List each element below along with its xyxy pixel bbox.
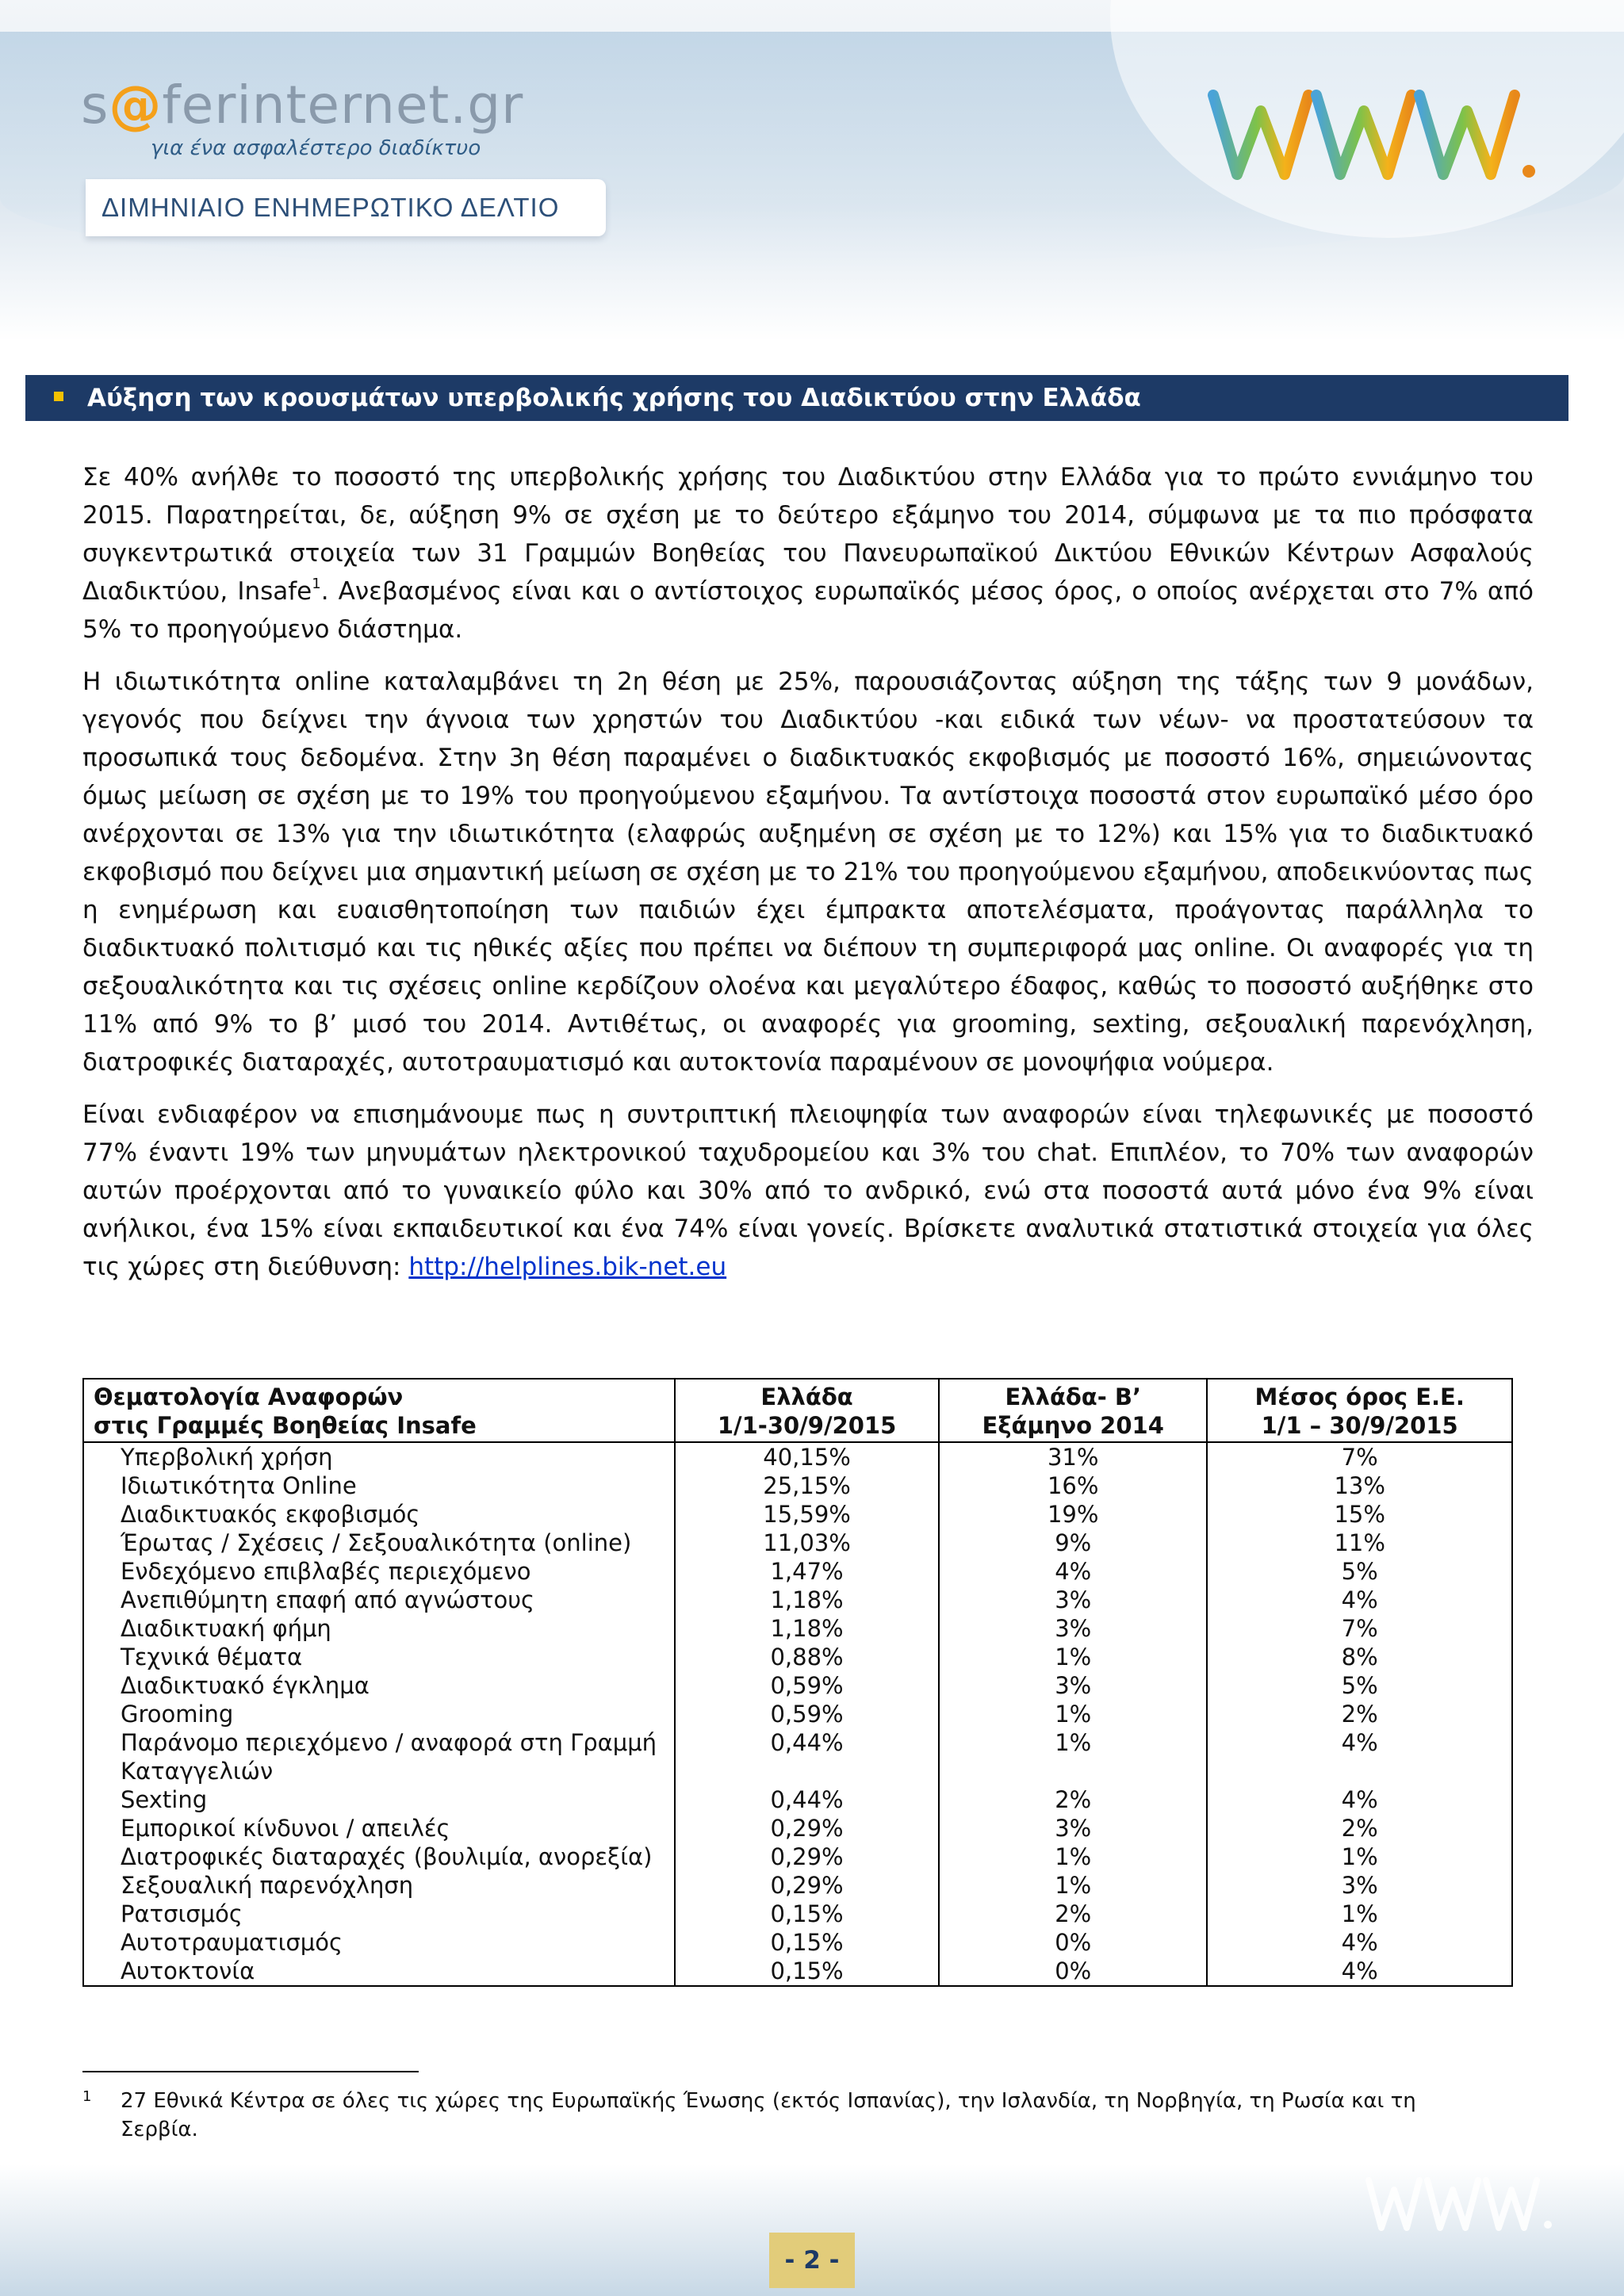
- header-topic: [83, 1379, 675, 1442]
- row-eu-average: 1%: [1207, 1900, 1512, 1928]
- row-greece-2014b: 3%: [939, 1671, 1207, 1700]
- row-eu-average: 5%: [1207, 1557, 1512, 1586]
- row-greece-2014b: 16%: [939, 1471, 1207, 1500]
- row-greece-2015: 0,44%: [675, 1728, 939, 1785]
- paragraph-3-text: Είναι ενδιαφέρον να επισημάνουμε πως η συντριπτική πλειοψηφία των αναφορών είναι τηλεφωνικές με ποσοστό 77% έναντι 19% των μηνυμάτων ηλεκτρονικού ταχυδρομείου και 3% του chat. Επιπλέον, το 70% των αναφορών αυτών προέρχονται από το γυναικείο φύλο και 30% από το ανδρικό, ενώ στα ποσοστά αυτά μόνο ένα 9% είναι ανήλικοι, ένα 15% είναι εκπαιδευτικοί και ένα 74% είναι γονείς. Βρίσκετε αναλυτικά στατιστικά στοιχεία για όλες τις χώρες στη διεύθυνση:: [82, 1100, 1534, 1281]
- row-greece-2014b: 1%: [939, 1643, 1207, 1671]
- page-number: - 2 -: [769, 2233, 855, 2288]
- footnote-text: 27 Εθνικά Κέντρα σε όλες τις χώρες της Ευρωπαϊκής Ένωσης (εκτός Ισπανίας), την Ισλανδία, τη Νορβηγία, τη Ρωσία και τη Σερβία.: [121, 2089, 1416, 2141]
- row-greece-2014b: 3%: [939, 1614, 1207, 1643]
- bulletin-title: ΔΙΜΗΝΙΑΙΟ ΕΝΗΜΕΡΩΤΙΚΟ ΔΕΛΤΙΟ: [86, 179, 606, 236]
- paragraph-3: [82, 1096, 1534, 1286]
- helplines-link[interactable]: http://helplines.bik-net.eu: [408, 1253, 727, 1281]
- table-row: [83, 1500, 1512, 1529]
- row-eu-average: 2%: [1207, 1700, 1512, 1728]
- row-greece-2015: 0,15%: [675, 1957, 939, 1986]
- row-eu-average: 11%: [1207, 1529, 1512, 1557]
- row-topic: Παράνομο περιεχόμενο / αναφορά στη Γραμμή Καταγγελιών: [83, 1728, 675, 1785]
- row-greece-2014b: 0%: [939, 1957, 1207, 1986]
- row-greece-2015: 0,88%: [675, 1643, 939, 1671]
- header-topic-line2: στις Γραμμές Βοηθείας Insafe: [94, 1412, 477, 1439]
- table-row: [83, 1614, 1512, 1643]
- row-greece-2014b: 2%: [939, 1900, 1207, 1928]
- row-greece-2014b: 9%: [939, 1529, 1207, 1557]
- row-greece-2015: 25,15%: [675, 1471, 939, 1500]
- row-greece-2014b: 1%: [939, 1728, 1207, 1785]
- row-topic: Εμπορικοί κίνδυνοι / απειλές: [83, 1814, 675, 1843]
- table-row: [83, 1700, 1512, 1728]
- row-topic: Τεχνικά θέματα: [83, 1643, 675, 1671]
- row-greece-2014b: 3%: [939, 1814, 1207, 1843]
- table-row: [83, 1442, 1512, 1471]
- row-greece-2014b: 1%: [939, 1843, 1207, 1871]
- row-eu-average: 8%: [1207, 1643, 1512, 1671]
- table-row: [83, 1843, 1512, 1871]
- paragraph-1-text-a: Σε 40% ανήλθε το ποσοστό της υπερβολικής χρήσης του Διαδικτύου στην Ελλάδα για το πρώτο εννιάμηνο του 2015. Παρατηρείται, δε, αύξηση 9% σε σχέση με το δεύτερο εξάμηνο του 2014, σύμφωνα με τα πιο πρόσφατα συγκεντρωτικά στοιχεία των 31 Γραμμών Βοηθείας του Πανευρωπαϊκού Δικτύου Εθνικών Κέντρων Ασφαλούς Διαδικτύου, Insafe: [82, 463, 1534, 606]
- paragraph-1: [82, 458, 1534, 649]
- footer-www-icon: [1364, 2172, 1554, 2236]
- paragraph-1-text-b: . Ανεβασμένος είναι και ο αντίστοιχος ευρωπαϊκός μέσος όρος, ο οποίος ανέρχεται στο 7% από 5% το προηγούμενο διάστημα.: [82, 577, 1534, 644]
- row-eu-average: 4%: [1207, 1785, 1512, 1814]
- table-row: [83, 1529, 1512, 1557]
- section-title: Αύξηση των κρουσμάτων υπερβολικής χρήσης του Διαδικτύου στην Ελλάδα: [87, 384, 1141, 412]
- row-topic: Ανεπιθύμητη επαφή από αγνώστους: [83, 1586, 675, 1614]
- footnote-divider: [82, 2071, 419, 2072]
- row-eu-average: 1%: [1207, 1843, 1512, 1871]
- section-title-bar: [25, 375, 1568, 421]
- paragraph-2: Η ιδιωτικότητα online καταλαμβάνει τη 2η θέση με 25%, παρουσιάζοντας αύξηση της τάξης των 9 μονάδων, γεγονός που δείχνει την άγνοια των χρηστών του Διαδικτύου -και ειδικά των νέων- να προστατεύσουν τα προσωπικά τους δεδομένα. Στην 3η θέση παραμένει ο διαδικτυακός εκφοβισμός με ποσοστό 16%, σημειώνοντας όμως μείωση σε σχέση με το 19% του προηγούμενου εξαμήνου. Τα αντίστοιχα ποσοστά στον ευρωπαϊκό μέσο όρο ανέρχονται σε 13% για την ιδιωτικότητα (ελαφρώς αυξημένη σε σχέση με το 12%) και 15% για το διαδικτυακό εκφοβισμό που δείχνει μια σημαντική μείωση σε σχέση με το 21% του προηγούμενου εξαμήνου, αποδεικνύοντας πως η ενημέρωση και ευαισθητοποίηση των παιδιών έχει έμπρακτα αποτελέσματα, προάγοντας παράλληλα το διαδικτυακό πολιτισμό και τις ηθικές αξίες που πρέπει να διέπουν τη συμπεριφορά μας online. Οι αναφορές για τη σεξουαλικότητα και τις σχέσεις online κερδίζουν ολοένα και μεγαλύτερο έδαφος, καθώς το ποσοστό αυξήθηκε στο 11% από 9% το β’ μισό του 2014. Αντιθέτως, οι αναφορές για grooming, sexting, σεξουαλική παρενόχληση, διατροφικές διαταραχές, αυτοτραυματισμό και αυτοκτονία παραμένουν σε μονοψήφια νούμερα.: [82, 668, 1534, 1077]
- header-greece-2014b-line2: Εξάμηνο 2014: [982, 1412, 1164, 1439]
- logo-at-sign: @: [109, 75, 163, 136]
- table-row: [83, 1957, 1512, 1986]
- header-topic-line1: Θεματολογία Αναφορών: [94, 1383, 404, 1410]
- row-greece-2015: 0,29%: [675, 1814, 939, 1843]
- row-greece-2014b: 3%: [939, 1586, 1207, 1614]
- row-eu-average: 2%: [1207, 1814, 1512, 1843]
- row-greece-2014b: 2%: [939, 1785, 1207, 1814]
- footnote-ref[interactable]: 1: [312, 576, 321, 592]
- header-eu-average-line2: 1/1 – 30/9/2015: [1261, 1412, 1458, 1439]
- row-eu-average: 15%: [1207, 1500, 1512, 1529]
- row-eu-average: 4%: [1207, 1928, 1512, 1957]
- row-eu-average: 4%: [1207, 1586, 1512, 1614]
- row-eu-average: 5%: [1207, 1671, 1512, 1700]
- row-greece-2015: 0,44%: [675, 1785, 939, 1814]
- table-row: [83, 1785, 1512, 1814]
- row-topic: Διαδικτυακό έγκλημα: [83, 1671, 675, 1700]
- row-greece-2015: 0,15%: [675, 1900, 939, 1928]
- row-greece-2015: 1,47%: [675, 1557, 939, 1586]
- logo-text-post: ferinternet.gr: [162, 75, 524, 136]
- row-greece-2014b: 1%: [939, 1871, 1207, 1900]
- header-greece-2015: [675, 1379, 939, 1442]
- row-greece-2015: 0,15%: [675, 1928, 939, 1957]
- row-greece-2014b: 1%: [939, 1700, 1207, 1728]
- row-topic: Ιδιωτικότητα Online: [83, 1471, 675, 1500]
- row-greece-2014b: 4%: [939, 1557, 1207, 1586]
- logo-text-pre: s: [81, 75, 109, 136]
- logo-wordmark: [81, 75, 525, 136]
- helpline-stats-table: [82, 1378, 1513, 1987]
- header-greece-2014b-line1: Ελλάδα- Β’: [1005, 1383, 1141, 1410]
- row-topic: Έρωτας / Σχέσεις / Σεξουαλικότητα (online): [83, 1529, 675, 1557]
- saferinternet-logo[interactable]: [81, 75, 525, 160]
- table-row: [83, 1586, 1512, 1614]
- table-header-row: [83, 1379, 1512, 1442]
- table-row: [83, 1471, 1512, 1500]
- header-greece-2014b: [939, 1379, 1207, 1442]
- header-greece-2015-line1: Ελλάδα: [760, 1383, 853, 1410]
- row-greece-2015: 0,29%: [675, 1871, 939, 1900]
- table-row: [83, 1728, 1512, 1785]
- row-topic: Σεξουαλική παρενόχληση: [83, 1871, 675, 1900]
- row-greece-2015: 0,59%: [675, 1671, 939, 1700]
- header-eu-average-line1: Μέσος όρος Ε.Ε.: [1254, 1383, 1465, 1410]
- row-greece-2014b: 0%: [939, 1928, 1207, 1957]
- row-eu-average: 13%: [1207, 1471, 1512, 1500]
- table-row: [83, 1928, 1512, 1957]
- www-logo-icon: [1205, 79, 1538, 190]
- table-row: [83, 1643, 1512, 1671]
- table-row: [83, 1871, 1512, 1900]
- table-body: [83, 1442, 1512, 1986]
- row-greece-2015: 15,59%: [675, 1500, 939, 1529]
- row-topic: Grooming: [83, 1700, 675, 1728]
- square-bullet-icon: [54, 392, 63, 401]
- footnote: [82, 2087, 1494, 2144]
- row-eu-average: 4%: [1207, 1957, 1512, 1986]
- header-greece-2015-line2: 1/1-30/9/2015: [717, 1412, 897, 1439]
- row-topic: Υπερβολική χρήση: [83, 1442, 675, 1471]
- row-topic: Διαδικτυακός εκφοβισμός: [83, 1500, 675, 1529]
- row-greece-2015: 1,18%: [675, 1614, 939, 1643]
- row-topic: Ρατσισμός: [83, 1900, 675, 1928]
- footnote-number: 1: [82, 2088, 92, 2105]
- row-eu-average: 7%: [1207, 1614, 1512, 1643]
- row-greece-2015: 0,29%: [675, 1843, 939, 1871]
- row-greece-2014b: 31%: [939, 1442, 1207, 1471]
- logo-tagline: για ένα ασφαλέστερο διαδίκτυο: [151, 136, 481, 160]
- header-banner: [0, 0, 1624, 341]
- row-topic: Διαδικτυακή φήμη: [83, 1614, 675, 1643]
- table-row: [83, 1557, 1512, 1586]
- article-body: [82, 458, 1534, 1300]
- row-eu-average: 7%: [1207, 1442, 1512, 1471]
- row-topic: Sexting: [83, 1785, 675, 1814]
- table-row: [83, 1814, 1512, 1843]
- row-eu-average: 3%: [1207, 1871, 1512, 1900]
- table-row: [83, 1900, 1512, 1928]
- row-greece-2015: 11,03%: [675, 1529, 939, 1557]
- row-topic: Αυτοκτονία: [83, 1957, 675, 1986]
- row-topic: Διατροφικές διαταραχές (βουλιμία, ανορεξία): [83, 1843, 675, 1871]
- row-greece-2014b: 19%: [939, 1500, 1207, 1529]
- row-greece-2015: 0,59%: [675, 1700, 939, 1728]
- header-eu-average: [1207, 1379, 1512, 1442]
- row-eu-average: 4%: [1207, 1728, 1512, 1785]
- row-greece-2015: 1,18%: [675, 1586, 939, 1614]
- row-topic: Αυτοτραυματισμός: [83, 1928, 675, 1957]
- row-topic: Ενδεχόμενο επιβλαβές περιεχόμενο: [83, 1557, 675, 1586]
- table-row: [83, 1671, 1512, 1700]
- row-greece-2015: 40,15%: [675, 1442, 939, 1471]
